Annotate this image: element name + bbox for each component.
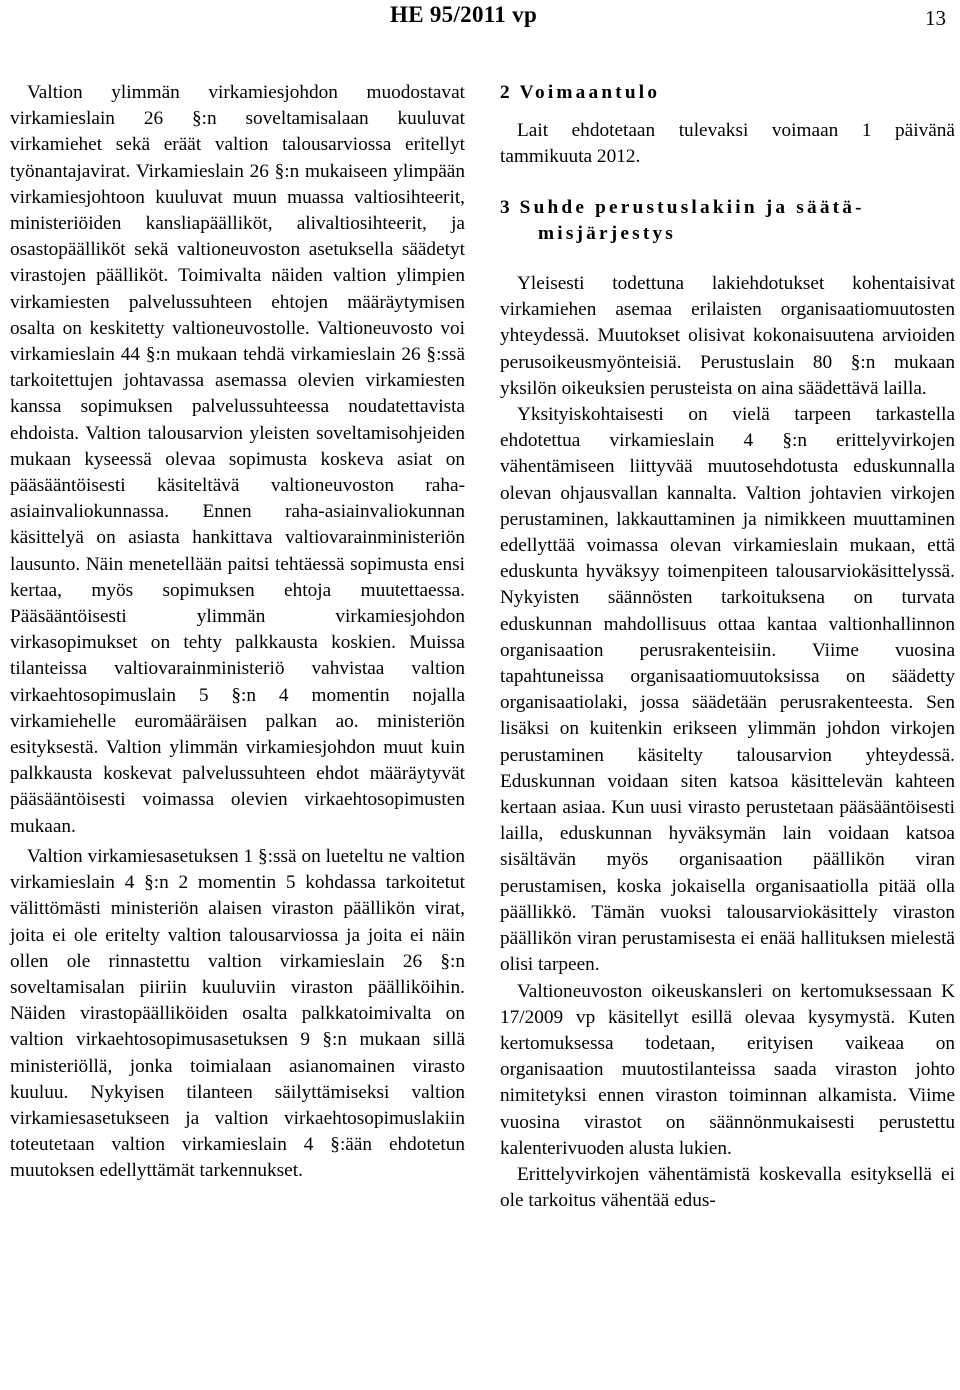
page-header — [0, 0, 960, 42]
paragraph: Valtion ylimmän virkamiesjohdon muodostavat virkamieslain 26 §:n soveltamisalaan kuuluvat virkamiehet sekä eräät valtion talousarviossa eritellyt työnantajavirat. Virkamieslain 26 §:n mukaiseen ylimpään virkamiesjohtoon kuuluvat muun muassa valtiosihteerit, ministeriöiden kansliapäälliköt, alivaltiosihteerit, ja osastopäälliköt sekä valtioneuvoston asetuksella säädetyt virastojen päälliköt. Toimivalta näiden valtion ylimpien virkamiesten palvelussuhteen ehtojen määräytymisen osalta on keskitetty valtioneuvostolle. Valtioneuvosto voi virkamieslain 44 §:n mukaan tehdä virkamieslain 26 §:ssä tarkoitettujen johtavassa asemassa olevien virkamiesten kanssa sopimuksen palvelussuhteessa noudatettavista ehdoista. Valtion talousarvion yleisten soveltamisohjeiden mukaan kyseessä olevaa sopimusta koskeva asiat on pääsääntöisesti käsiteltävä valtioneuvoston raha-asiainvaliokunnassa. Ennen raha-asiainvaliokunnan käsittelyä on asiasta hankittava valtiovarainministeriön lausunto. Näin menetellään paitsi tehtäessä sopimusta ensi kertaa, myös sopimuksen ehtoja muutettaessa. Pääsääntöisesti ylimmän virkamiesjohdon virkasopimukset on tehty palkkausta koskien. Muissa tilanteissa valtiovarainministeriö vahvistaa valtion virkaehtosopimuslain 5 §:n 4 momentin nojalla virkamiehelle euromääräisen palkan ao. ministeriön esityksestä. Valtion ylimmän virkamiesjohdon muut kuin palkkausta koskevat palvelussuhteen ehdot määräytyvät pääsääntöisesti voimassa olevien virkaehtosopimusten mukaan. — [10, 82, 465, 837]
section-title: Voimaantulo — [519, 82, 661, 103]
section-heading-voimaantulo — [500, 80, 955, 106]
page-number: 13 — [925, 6, 946, 30]
section-number: 3 — [500, 196, 510, 218]
paragraph: Erittelyvirkojen vähentämistä koskevalla esityksellä ei ole tarkoitus vähentää edus- — [500, 1163, 955, 1212]
paragraph: Yksityiskohtaisesti on vielä tarpeen tarkastella ehdotettua virkamieslain 4 §:n erittelyvirkojen vähentämiseen liittyvää muutosehdotusta eduskunnalla olevan ohjausvallan kannalta. Valtion johtavien virkojen perustaminen, lakkauttaminen ja nimikkeen muuttaminen edellyttää voimassa olevan virkamieslain mukaan, että eduskunta hyväksyy toimenpiteen talousarviokäsittelyssä. Nykyisten säännösten tarkoituksena on turvata eduskunnan mahdollisuus ottaa kantaa valtionhallinnon organisaation perusrakenteisiin. Viime vuosina tapahtuneissa organisaatiomuutoksissa on säädetty organisaatiolaki, jossa säädetään perusrakenteesta. Sen lisäksi on kuitenkin erikseen ylimmän johdon virkojen perustaminen käsitelty talousarvion yhteydessä. Eduskunnan voidaan siten katsoa käsittelevän kahteen kertaan asiaa. Kun uusi virasto perustetaan pääsääntöisesti lailla, eduskunnan hyväksymän lain voidaan katsoa sisältävän myös organisaation päällikön viran perustamisen, koska jokaisella organisaatiolla pitää olla päällikkö. Tämän vuoksi talousarviokäsittely viraston päällikön viran perustamisesta ei enää hallituksen mielestä olisi tarpeen. — [500, 404, 955, 976]
section-title-line1: Suhde perustuslakiin ja säätä- — [519, 196, 865, 218]
paragraph: Valtion virkamiesasetuksen 1 §:ssä on lueteltu ne valtion virkamieslain 4 §:n 2 momentin 5 kohdassa tarkoitetut välittömästi ministeriön alaisen viraston päällikön virat, joita ei ole eritelty valtion talousarviossa ja joita ei näin ollen ole rinnastettu valtion virkamieslain 26 §:n soveltamisalan piiriin kuuluviin viraston päälliköihin. Näiden virastopäälliköiden osalta palkkatoimivalta on valtion virkaehtosopimusasetuksen 9 §:n mukaan sillä ministeriöllä, jonka toimialaan asianomainen virasto kuuluu. Nykyisen tilanteen säilyttämiseksi valtion virkamiesasetukseen ja valtion virkaehtosopimuslakiin toteutetaan valtion virkamieslain 4 §:ään ehdotetun muutoksen edellyttämät tarkennukset. — [10, 845, 465, 1182]
right-column — [500, 80, 955, 1214]
section-number: 2 — [500, 82, 510, 103]
paragraph: Lait ehdotetaan tulevaksi voimaan 1 päivänä tammikuuta 2012. — [500, 120, 955, 168]
document-id: HE 95/2011 vp — [390, 2, 538, 27]
left-column — [10, 80, 465, 1185]
paragraph: Valtioneuvoston oikeuskansleri on kertomuksessaan K 17/2009 vp käsitellyt esillä olevaa kysymystä. Kuten kertomuksessa todetaan, erityisen vaikeaa on organisaation muutostilanteissa saada viraston johto nimitetyksi ennen viraston toiminnan alkamista. Viime vuosina virastot on säännönmukaisesti perustettu kalenterivuoden alusta lukien. — [500, 980, 955, 1159]
section-title-line2: misjärjestys — [538, 222, 676, 244]
paragraph: Yleisesti todettuna lakiehdotukset kohentaisivat virkamiehen asemaa erilaisten organisaatiomuutosten yhteydessä. Muutokset olisivat kokonaisuutena arvioiden perusoikeusmyönteisiä. Perustuslain 80 §:n mukaan yksilön oikeuksien perusteista on aina säädettävä lailla. — [500, 273, 955, 399]
section-heading-perustuslaki — [500, 195, 955, 247]
